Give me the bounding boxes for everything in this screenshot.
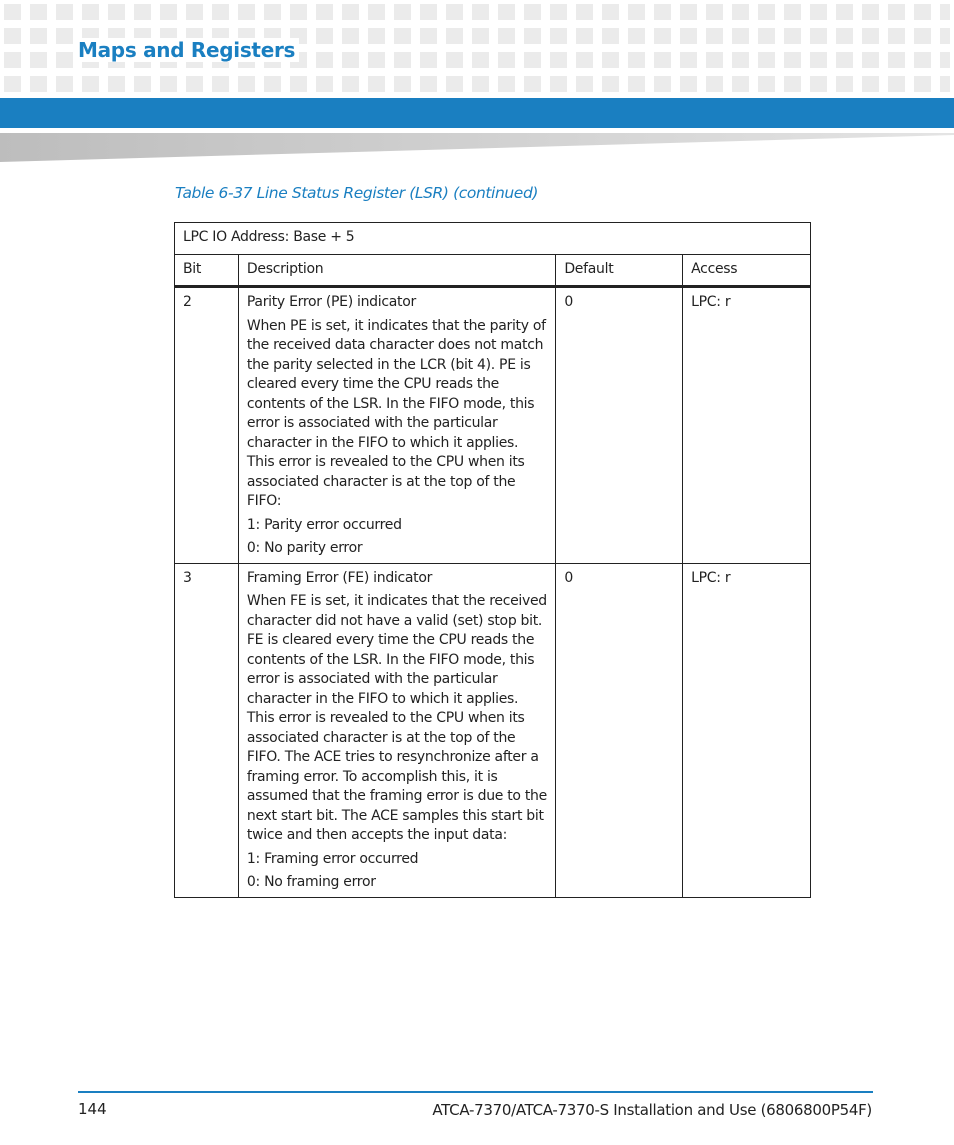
description-cell: [238, 287, 555, 564]
address-cell: LPC IO Address: Base + 5: [175, 223, 811, 255]
description-option: 1: Framing error occurred: [246, 850, 419, 867]
column-header-description: Description: [238, 254, 555, 287]
default-cell: 0: [556, 287, 683, 564]
header-wedge: [0, 130, 954, 164]
column-header-default: Default: [556, 254, 683, 287]
description-title: Framing Error (FE) indicator: [246, 569, 433, 586]
column-header-bit: Bit: [175, 254, 239, 287]
access-cell: LPC: r: [683, 563, 811, 897]
page-number: 144: [78, 1100, 107, 1118]
description-body: When FE is set, it indicates that the received character did not have a valid (set) stop bit. FE is cleared every time the CPU reads the contents of the LSR. In the FIFO mode, this error is associated with the particular character in the FIFO to which it applies. This error is revealed to the CPU when its associated character is at the top of the FIFO. The ACE tries to resynchronize after a framing error. To accomplish this, it is assumed that the framing error is due to the next start bit. The ACE samples this start bit twice and then accepts the input data:: [246, 593, 547, 843]
document-title: ATCA-7370/ATCA-7370-S Installation and Use (6806800P54F): [432, 1101, 872, 1119]
address-row: [175, 223, 811, 255]
description-body: When PE is set, it indicates that the parity of the received data character does not match the parity selected in the LCR (bit 4). PE is cleared every time the CPU reads the contents of the LSR. In the FIFO mode, this error is associated with the particular character in the FIFO to which it applies. This error is revealed to the CPU when its associated character is at the top of the FIFO:: [246, 317, 546, 509]
header-row: [175, 254, 811, 287]
default-cell: 0: [556, 563, 683, 897]
access-cell: LPC: r: [683, 287, 811, 564]
header-band: [0, 98, 954, 128]
table-row: [175, 563, 811, 897]
footer-rule: [78, 1091, 873, 1093]
description-option: 0: No framing error: [246, 874, 376, 890]
register-table: [174, 222, 811, 898]
bit-cell: 3: [175, 563, 239, 897]
header-grid-row: [4, 76, 950, 92]
column-header-access: Access: [683, 254, 811, 287]
header-grid-row: [4, 4, 950, 20]
description-option: 0: No parity error: [246, 540, 363, 556]
description-title: Parity Error (PE) indicator: [246, 294, 416, 310]
table-row: [175, 287, 811, 564]
description-option: 1: Parity error occurred: [246, 516, 402, 533]
table-caption: Table 6-37 Line Status Register (LSR) (continued): [175, 184, 539, 202]
section-title: Maps and Registers: [78, 38, 299, 62]
bit-cell: 2: [175, 287, 239, 564]
description-cell: [238, 563, 555, 897]
